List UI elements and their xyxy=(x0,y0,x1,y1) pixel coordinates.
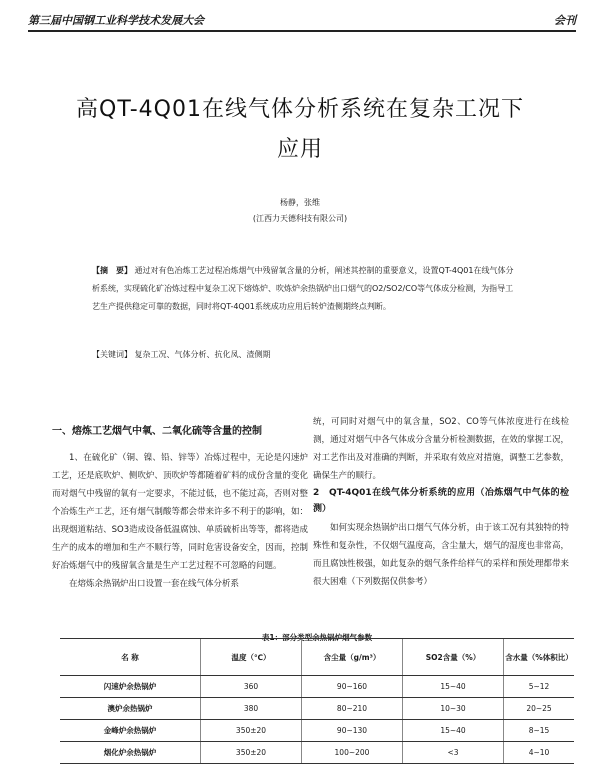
running-header xyxy=(28,10,576,32)
cell: 380 xyxy=(201,698,302,720)
table-row xyxy=(60,676,574,698)
cell: 烟化炉余热锅炉 xyxy=(60,742,201,764)
cell: 15~40 xyxy=(403,676,504,698)
col-water: 含水量（%体积比） xyxy=(504,639,575,676)
right-column xyxy=(313,413,569,591)
table-row xyxy=(60,742,574,764)
col-name: 名 称 xyxy=(60,639,201,676)
cell: 20~25 xyxy=(504,698,575,720)
section2-heading: 2 QT-4Q01在线气体分析系统的应用（冶炼烟气中气体的检测） xyxy=(313,488,569,514)
cell: 90~130 xyxy=(302,720,403,742)
keywords xyxy=(92,349,518,360)
parameters-table xyxy=(60,638,574,764)
conference-name: 第三届中国钢工业科学技术发展大会 xyxy=(28,14,204,27)
col-dust: 含尘量（g/m³） xyxy=(302,639,403,676)
col-temperature: 温度（℃） xyxy=(201,639,302,676)
keywords-text: 复杂工况、气体分析、抗化凤、渣侧期 xyxy=(134,350,271,359)
cell: 8~15 xyxy=(504,720,575,742)
paper-title-line1: 高QT-4Q01在线气体分析系统在复杂工况下 xyxy=(76,97,524,122)
cell: 10~30 xyxy=(403,698,504,720)
cell: 100~200 xyxy=(302,742,403,764)
cell: 4~10 xyxy=(504,742,575,764)
header-label: 会刊 xyxy=(554,14,576,27)
cell: <3 xyxy=(403,742,504,764)
cell: 350±20 xyxy=(201,742,302,764)
cell: 80~210 xyxy=(302,698,403,720)
cell: 5~12 xyxy=(504,676,575,698)
section1-heading: 一、熔炼工艺烟气中氧、二氧化硫等含量的控制 xyxy=(52,426,262,437)
cell: 闪速炉余热锅炉 xyxy=(60,676,201,698)
affiliation: (江西力天德科技有限公司) xyxy=(252,214,348,223)
col-so2: SO2含量（%） xyxy=(403,639,504,676)
table-caption: 表1：部分类型余热锅炉烟气参数 xyxy=(261,633,373,642)
section1-paragraph2: 在熔炼余热锅炉出口设置一套在线气体分析系 xyxy=(69,579,240,589)
left-column xyxy=(52,413,308,593)
table-row xyxy=(60,720,574,742)
table-row xyxy=(60,698,574,720)
abstract-text: 通过对有色冶炼工艺过程冶炼烟气中残留氧含量的分析，阐述其控制的重要意义，设置QT-4Q01在线气体分析系统，实现硫化矿冶炼过程中复杂工况下熔炼炉、吹炼炉余热锅炉出口烟气的O2/SO2/CO等气体成分检测，为指导工艺生产提供稳定可靠的数据，同时将QT-4Q01系统成功应用后转炉渣侧期终点判断。 xyxy=(92,266,514,311)
paper-title-line2: 应用 xyxy=(276,137,323,162)
table-header-row xyxy=(60,639,574,676)
cell: 90~160 xyxy=(302,676,403,698)
cell: 15~40 xyxy=(403,720,504,742)
cell: 澳炉余热锅炉 xyxy=(60,698,201,720)
authors: 杨静，张维 xyxy=(280,198,320,207)
cell: 360 xyxy=(201,676,302,698)
col2-paragraph2: 如何实现余热锅炉出口烟气气体分析，由于该工况有其独特的特殊性和复杂性，不仅烟气温度高，含尘量大，烟气的湿度也非常高，而且腐蚀性极强，如此复杂的烟气条件给样气的采样和预处理都带来很大困难（下列数据仅供参考） xyxy=(313,523,569,587)
abstract xyxy=(92,262,518,316)
cell: 金峰炉余热锅炉 xyxy=(60,720,201,742)
abstract-label: 【摘 要】 xyxy=(92,266,132,275)
section1-paragraph1: 1、在硫化矿（铜、镍、铅、锌等）冶炼过程中，无论是闪速炉工艺，还是底吹炉、侧吹炉、顶吹炉等都随着矿料的成份含量的变化而对烟气中残留的氧有一定要求，不能过低，也不能过高，否则对整个冶炼生产工艺，还有烟气制酸等都会带来许多不利于的影响，如：出现烟道粘结、SO3造成设备低温腐蚀、单质硫析出等等，都将造成生产的成本的增加和生产不顺行等，同时危害设备安全，因而，控制好冶炼烟气中的残留氧含量是生产工艺过程不可忽略的问题。 xyxy=(52,453,308,571)
keywords-label: 【关键词】 xyxy=(92,350,132,359)
col2-paragraph1: 统，可同时对烟气中的氧含量，SO2、CO等气体浓度进行在线检测，通过对烟气中各气体成分含量分析检测数据，在效的掌握工况，对工艺作出及对准确的判断，并采取有效应对措施，调整工艺参数，确保生产的顺行。 xyxy=(313,417,569,481)
cell: 350±20 xyxy=(201,720,302,742)
